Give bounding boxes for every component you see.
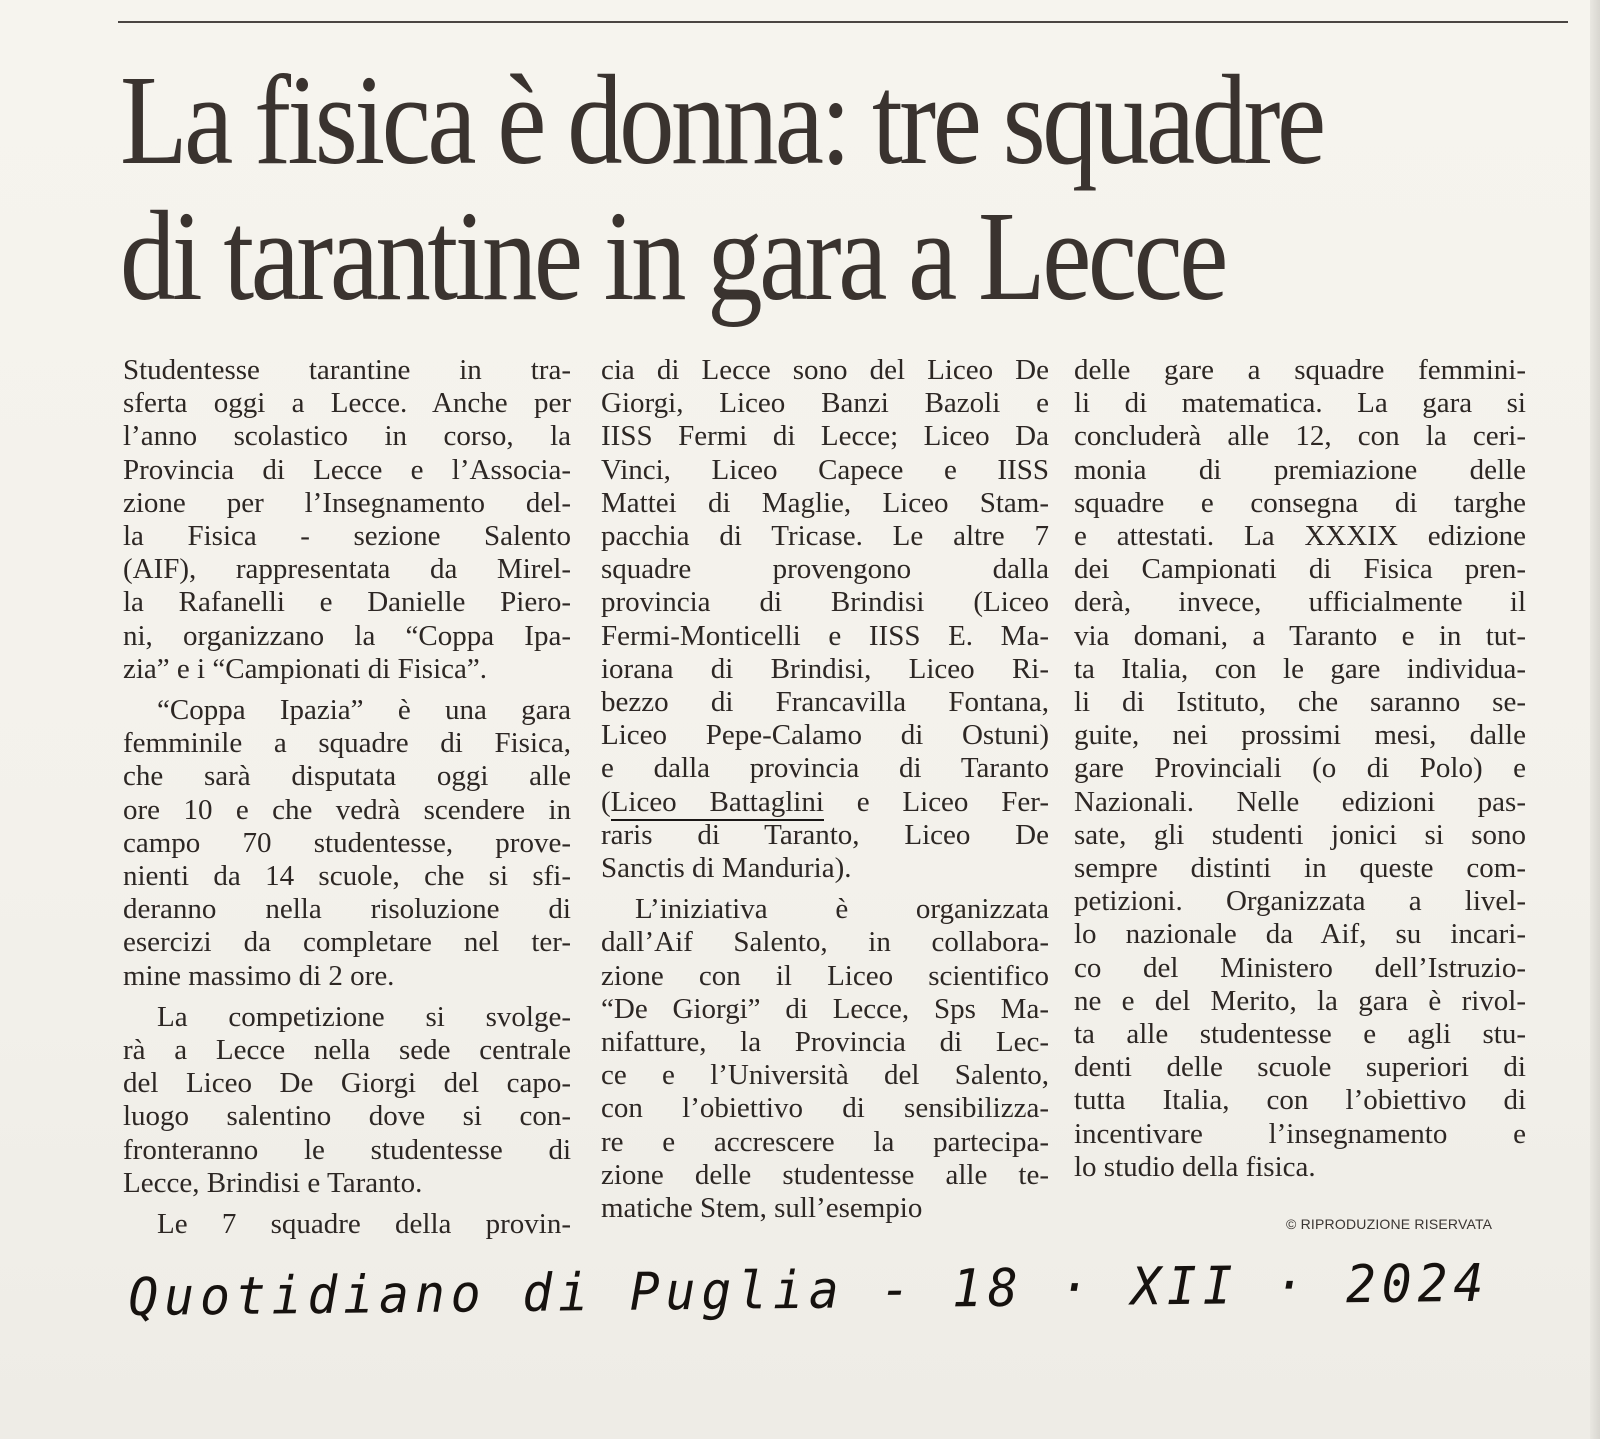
text-line: squadre provengono dalla (601, 553, 1049, 586)
text-line: concluderà alle 12, con la ceri- (1074, 420, 1526, 453)
text-line: incentivare l’insegnamento e (1074, 1117, 1526, 1150)
text-line: L’iniziativa è organizzata (635, 893, 1049, 926)
text-line: ore 10 e che vedrà scendere in (123, 793, 571, 826)
text-line: del Liceo De Giorgi del capo- (123, 1067, 571, 1100)
paragraph-gap (123, 1200, 571, 1208)
text-line: e attestati. La XXXIX edizione (1074, 520, 1526, 553)
text-line: Giorgi, Liceo Banzi Bazoli e (601, 387, 1049, 420)
text-line: sempre distinti in queste com- (1074, 852, 1526, 885)
text-line: deranno nella risoluzione di (123, 893, 571, 926)
text-line: Nazionali. Nelle edizioni pas- (1074, 785, 1526, 818)
text-line: gare Provinciali (o di Polo) e (1074, 752, 1526, 785)
text-line: e dalla provincia di Taranto (601, 752, 1049, 785)
text-line: luogo salentino dove si con- (123, 1100, 571, 1133)
text-line: Vinci, Liceo Capece e IISS (601, 453, 1049, 486)
text-line: bezzo di Francavilla Fontana, (601, 686, 1049, 719)
text-line: Liceo Pepe-Calamo di Ostuni) (601, 719, 1049, 752)
text-line: co del Ministero dell’Istruzio- (1074, 951, 1526, 984)
text-line: La competizione si svolge- (157, 1000, 571, 1033)
text-line: sferta oggi a Lecce. Anche per (123, 387, 571, 420)
text-line: squadre e consegna di targhe (1074, 486, 1526, 519)
text-line: nienti da 14 scuole, che si sfi- (123, 860, 571, 893)
text-line: li di matematica. La gara si (1074, 387, 1526, 420)
text-line: raris di Taranto, Liceo De (601, 818, 1049, 851)
text-line: (AIF), rappresentata da Mirel- (123, 553, 571, 586)
headline (120, 49, 1374, 327)
text-line: rà a Lecce nella sede centrale (123, 1034, 571, 1067)
text-line: Provincia di Lecce e l’Associa- (123, 453, 571, 486)
article-paragraph (123, 1208, 571, 1241)
article-paragraph (601, 893, 1049, 1225)
top-rule (118, 21, 1568, 23)
text-line: lo studio della fisica. (1074, 1150, 1316, 1183)
text-line: la Rafanelli e Danielle Piero- (123, 586, 571, 619)
text-line: pacchia di Tricase. Le altre 7 (601, 520, 1049, 553)
text-line: che sarà disputata oggi alle (123, 760, 571, 793)
headline-line-1: La fisica è donna: tre squadre (120, 49, 1323, 191)
text-line: via domani, a Taranto e in tut- (1074, 619, 1526, 652)
page-edge (1590, 0, 1600, 1439)
handwritten-source-note: Quotidiano di Puglia - 18 · XII · 2024 (128, 1253, 1490, 1328)
text-line: delle gare a squadre femmini- (1074, 354, 1526, 386)
text-line: guite, nei prossimi mesi, dalle (1074, 719, 1526, 752)
copyright-notice: © RIPRODUZIONE RISERVATA (1286, 1216, 1493, 1232)
text-line: ne e del Merito, la gara è rivol- (1074, 984, 1526, 1017)
text-line: sate, gli studenti jonici si sono (1074, 818, 1526, 851)
article-paragraph (123, 694, 571, 993)
text-line: (Liceo Battaglini e Liceo Fer- (601, 786, 1049, 819)
text-line: provincia di Brindisi (Liceo (601, 586, 1049, 619)
text-line: ta Italia, con le gare individua- (1074, 652, 1526, 685)
text-line: IISS Fermi di Lecce; Liceo Da (601, 420, 1049, 453)
text-line: ni, organizzano la “Coppa Ipa- (123, 619, 571, 652)
article-body (123, 354, 1527, 1241)
headline-line-2: di tarantine in gara a Lecce (120, 185, 1225, 327)
text-line: li di Istituto, che saranno se- (1074, 686, 1526, 719)
text-line: re e accrescere la partecipa- (601, 1125, 1049, 1158)
article-paragraph (123, 1001, 571, 1200)
paragraph-gap (601, 885, 1049, 893)
text-line: “Coppa Ipazia” è una gara (157, 694, 571, 727)
text-line: Studentesse tarantine in tra- (123, 354, 571, 386)
text-line: mine massimo di 2 ore. (123, 959, 395, 992)
text-line: zione per l’Insegnamento del- (123, 486, 571, 519)
article-paragraph (1074, 354, 1526, 1184)
text-line: tutta Italia, con l’obiettivo di (1074, 1084, 1526, 1117)
paragraph-gap (123, 993, 571, 1001)
text-line: dall’Aif Salento, in collabora- (601, 926, 1049, 959)
text-line: con l’obiettivo di sensibilizza- (601, 1092, 1049, 1125)
text-line: la Fisica - sezione Salento (123, 520, 571, 553)
text-line: ce e l’Università del Salento, (601, 1059, 1049, 1092)
text-line: denti delle scuole superiori di (1074, 1051, 1526, 1084)
article-paragraph (123, 354, 571, 686)
text-line: Sanctis di Manduria). (601, 852, 852, 885)
text-line: zione con il Liceo scientifico (601, 959, 1049, 992)
paragraph-gap (123, 686, 571, 694)
text-line: femminile a squadre di Fisica, (123, 727, 571, 760)
column-2 (601, 354, 1049, 1225)
text-line: ta alle studentesse e agli stu- (1074, 1018, 1526, 1051)
text-line: matiche Stem, sull’esempio (601, 1192, 923, 1225)
text-line: zione delle studentesse alle te- (601, 1158, 1049, 1191)
text-line: esercizi da completare nel ter- (123, 926, 571, 959)
text-line: petizioni. Organizzata a livel- (1074, 885, 1526, 918)
text-line: monia di premiazione delle (1074, 453, 1526, 486)
text-line: fronteranno le studentesse di (123, 1133, 571, 1166)
text-line: iorana di Brindisi, Liceo Ri- (601, 652, 1049, 685)
text-line: Le 7 squadre della provin- (157, 1208, 571, 1241)
text-line: Lecce, Brindisi e Taranto. (123, 1166, 423, 1199)
column-3 (1074, 354, 1526, 1184)
text-line: nifatture, la Provincia di Lec- (601, 1026, 1049, 1059)
text-line: zia” e i “Campionati di Fisica”. (123, 652, 487, 685)
text-line: “De Giorgi” di Lecce, Sps Ma- (601, 992, 1049, 1025)
text-line: Mattei di Maglie, Liceo Stam- (601, 486, 1049, 519)
column-1 (123, 354, 571, 1241)
text-line: lo nazionale da Aif, su incari- (1074, 918, 1526, 951)
text-line: cia di Lecce sono del Liceo De (601, 354, 1049, 386)
text-line: campo 70 studentesse, prove- (123, 826, 571, 859)
text-line: derà, invece, ufficialmente il (1074, 586, 1526, 619)
text-line: dei Campionati di Fisica pren- (1074, 553, 1526, 586)
underlined-school-name: Liceo Battaglini (611, 786, 824, 821)
text-line: l’anno scolastico in corso, la (123, 420, 571, 453)
article-paragraph (601, 354, 1049, 885)
text-line: Fermi-Monticelli e IISS E. Ma- (601, 619, 1049, 652)
